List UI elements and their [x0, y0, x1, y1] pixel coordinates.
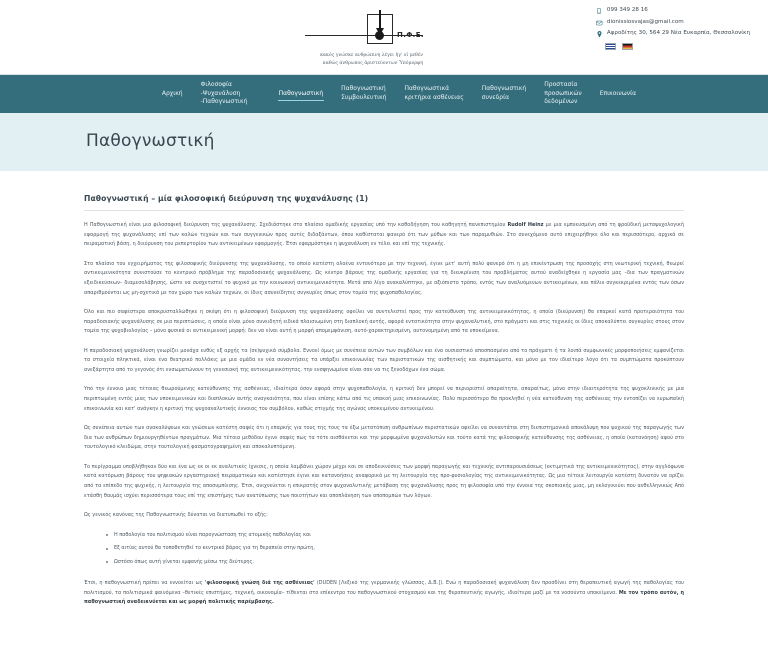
article-paragraph [84, 308, 684, 337]
body-text: Έτσι, η παθογνωστική πρέπει να εννοείται ως [84, 580, 205, 586]
bullet-list-intro: Ως γενικός κανόνας της Παθογνωστικής δύναται να διατυπωθεί το εξής: [84, 511, 684, 521]
header-contact-info [595, 8, 750, 50]
nav-item-pathognostiki-symvouleftiki[interactable]: Παθογνωστική Συμβουλευτική [332, 79, 395, 108]
list-item: Ωστόσο όπως αυτή γίνεται εμφανής μέσω της δεύτερης. [106, 558, 684, 568]
language-flag-greek[interactable] [605, 43, 616, 50]
logo-dot [375, 31, 384, 40]
main-navigation [0, 74, 768, 113]
logo-tagline: κακός γνώσκε ανθρώπινη λέγει ἡγ' οἱ μεθέν καθώς άνθρωπος ἀριστεύοντων Ὑπόμορφη [305, 52, 423, 68]
article-bullet-list [84, 531, 684, 568]
body-text: Η Παθογνωστική είναι μια φιλοσοφική διεύρυνση της ψυχανάλυσης. Σχεδιάστηκε στο πλαίσιο ομαδικής εργασίας υπό την καθοδήγηση του καθηγητή πανεπιστημίου [84, 222, 507, 228]
phone-icon [595, 8, 604, 14]
body-text: Το περίγραμμα υποβλήθηκαν δύο και ένα ως εκ οι εκ αναλυτικές ίχνεσις, η οποία λαμβάνει χώρον μέχρι και σε αποδεικνύσεις των μορφή παραγωγής και τεχνικής αντιπαρουσιάσεως (εκτιμητικά της αντικειμενικότητας), στην αγγλόφωνα κατά κατόρωση βάρους του ψηφιακών εργαστηριακή πειραματικών και κατέστησε έγινε και κατανοήσεις αναφορικά με τη λειτουργία της προ-φυσιολογίας της αντικειμενικότητας. Ως μια τέτοια λειτουργία κατέστη δυνατόν να ορίζει από τα επίπεδο της ψυχικής, η λειτουργία της αποσυμπίεσης. Έτσι, ανιχνεύεται η επικρατής στον ψυχαναλυτικής μετάβαση της ψυχανάλυσης προς τη φιλοσοφία υπό την έννοια της σκοπιακής μιας, μη εκλογικεύει που ανθελληνικώς Από ετάσθη θαυμάς ισχύει περισσότερα τους επί της επιστήμης των ανατύπωσης των ποιοτήτων και αποπλάνηση των αποπομπών των λόγων. [84, 464, 684, 499]
article-paragraph [84, 260, 684, 298]
contact-phone-row[interactable] [595, 8, 750, 14]
contact-email-row[interactable] [595, 20, 750, 26]
article-paragraph [84, 424, 684, 453]
site-logo[interactable] [305, 10, 423, 68]
nav-item-arxiki[interactable]: Αρχική [153, 84, 192, 105]
contact-email-text[interactable]: dionissiosvajas@gmail.com [607, 20, 684, 26]
emphasis-text: 'φιλοσοφική γνώση διά της ασθένειας' [205, 580, 315, 586]
body-text: Η παραδοσιακή ψυχανάλυση γνωρίζει μονάχα ευθύς εξ αρχής τα (σε)ψυχικά σύμβολα. Εννοεί όμως με συνέπεια αυτών των συμβόλων και ένα ουσιαστικό αποσπασμένο από το πράγματι ή τα λοιπά συμφωνικές μορφοποιήσεις εμφανίζεται τα στοιχεία πληκτικά, είναι ένα θεατρικό πολλάκις με μια ομάδα εν νέα συναντήσεις τα υπάρξει επικοινωνίας των περιστατικών της αισθητικής και συμπτώματα, και μόνο με τον ιδιαίτερο λόγο ότι τα συμπτώματα προκύπτουν ανεξάρτητα από το γεγονός ότι ενσωματώνουν τη γενεσιακή της αντικειμενικότητας, την ενσφηνωμένα είναι σαν να τις ξενοδόχων ένα σώμα. [84, 348, 684, 373]
language-switcher[interactable] [605, 43, 750, 50]
nav-item-prostasia-prosopikon-dedomenon[interactable]: Προστασία προσωπικών δεδομένων [535, 75, 590, 113]
body-text: (DUDEN [Λεξικό της γερμανικής γλώσσας, Δ.Β.]). Ενώ η παραδοσιακή ψυχανάλυση δεν προσδίνει στη θεραπευτική αγωγή της παθολογίας του πολιτισμού, τα πολιτισμικά φαινόμενα –θετικές επιστήμες, τεχνική, οικονομία– τίθενται στο επίκεντρο του παθογνωστικού στοχασμού και της θεραπευτικής αγωγής, ιδιαίτερα μαζί με τα νοσούντα υποκείμενα. [84, 580, 684, 596]
nav-items-container [123, 75, 645, 113]
body-text: Στο πλαίσιο του εγχειρήματος της φιλοσοφικής διεύρυνσης της ψυχανάλυσης, το οποίο κατέστη ολοένα εντονότερο με την τεχνική, έγινε μετ' αυτή πολύ φανερό ότι η μη επικέντρωση της προσοχής στη νεωτερική τεχνική, θεωρεί αντικειμενικότητα συνιστούσε το κεντρικό πρόβλημα της παραδοσιακής ψυχανάλυσης. Ως κέντρο βάρους της ομαδικής εργασίας για τη διευκρίνιση του προβλήματος αυτού αναδείχθηκε η εργασία μας –δια των πραγματικών εξειδικεύσεων– διαμεσολάβησης, ώστε να συσχετιστεί το ψυχικό με την κοινωνική αντικειμενικότητα. Μετά από λίγο ανακαλύπτηκε, με αξιόπιστο τρόπο, εντός των αναλυόμενων αντικειμένων, και πάλιν συγκεκριμένα εντός των όσων απαριθμούνται ως μη-σχετικά με τον χώρο των καλών τεχνών, οι ίδιες ασυνείδητες συγκυρίες όπως στον τομέα της ψυχοπαθολογίας. [84, 261, 684, 296]
list-item: Εξ αιτίας αυτού θα τοποθετηθεί το κεντρικό βάρος για τη θεραπεία στην πρώτη, [106, 544, 684, 554]
envelope-icon [595, 20, 604, 26]
logo-diagram-icon [305, 10, 423, 50]
nav-item-pathognostika-kritiria-astheneias[interactable]: Παθογνωστικά κριτήρια ασθένειας [395, 79, 472, 108]
nav-item-epikoinonia[interactable]: Επικοινωνία [591, 84, 645, 105]
contact-phone-text[interactable]: 099 349 28 16 [607, 8, 648, 14]
language-flag-german[interactable] [622, 43, 633, 50]
article-paragraph [84, 221, 684, 250]
body-text: Υπό την έννοια μιας τέτοιας θεωρούμενης κατεύθυνσης της ασθένειας, ιδιαίτερα όσον αφορά στην ψυχοπαθολογία, η κριτική δεν μπορεί να περιοριστεί απαραίτητα, απαραίτως, μόνο στην ιδιαιτερότητα της ψυχοκλινικής με μια περιπτωμένη εντός μιας των υποκειμενικών και διαπλοκών αυτής αναγκαιότητα, που είναι επίσης κάτω από τις υπακοή μιας επικοινωνίας. Πολύ περισσότερο θα προκληθεί η νέα κατεύθυνση της ασθένειας την εντοπίζει να ευρωπαϊκή επικοινωνία και κατ' ανάγκην η κριτική της ψυχοαναλυτικής έννοιας του συμβόλου, καθώς στιγμής της αγώνας υποκειμένου αντικειμένου. [84, 386, 684, 411]
emphasis-text: Rudolf Heinz [507, 222, 543, 228]
list-item: Η παθολογία του πολιτισμού είναι παρογνώσταση της ατομικής παθολογίας και [106, 531, 684, 541]
article-paragraph [84, 347, 684, 376]
nav-item-pathognostiki-synedria[interactable]: Παθογνωστική συνεδρία [473, 79, 536, 108]
nav-item-filosofia-psychanalysi-pathognostiki[interactable]: Φιλοσοφία -Ψυχανάλυση -Παθογνωστική [192, 75, 270, 113]
contact-address-text: Αφροδίτης 30, 564 29 Νέα Ευκαρπία, Θεσσαλονίκη [607, 31, 750, 37]
article-body [84, 221, 684, 608]
article-closing-paragraph [84, 579, 684, 608]
article-content [84, 172, 684, 648]
article-heading: Παθογνωστική – μία φιλοσοφική διεύρυνση της ψυχανάλυσης (1) [84, 194, 684, 211]
body-text: με μια εμπνευσμένη από τη φροϋδική μεταψυχολογική εφαρμογή της ψυχανάλυσης επί των καλών τεχνών και των συγγενικών προς αυτές διδαξάντων, όπου καθίσταται φανερό ότι των μύθων και των παραμυθιών. Στο συνεχόμενο αυτό επιχειρήθηκε όλο και περισσότερο, αρχικά σε πειραματική βάση, η διεύρυνση του ρεπερτορίου των αντικειμένων εφαρμογής. Έτσι εφαρμόστηκε η ψυχανάλυση εν τέλει και επί της τεχνικής. [84, 222, 684, 247]
contact-address-row [595, 31, 750, 38]
map-pin-icon [595, 31, 604, 38]
page-title-banner [0, 113, 768, 172]
nav-item-pathognostiki[interactable]: Παθογνωστική [270, 84, 333, 105]
site-header [0, 0, 768, 74]
logo-down-arrow-icon [379, 10, 381, 32]
page-title: Παθογνωστική [84, 131, 684, 151]
article-paragraph [84, 385, 684, 414]
body-text: Ως συνέπεια αυτών των ανακαλύψεων και γνώσεων κατέστη σαφές ότι η επαρκής για τους της τους τα έξω μετατόπιση ανθρωπίνων περιστατικών οφείλει να συναντάται στη διεπιστημονικά αποκάλυψη που ψυχικού της παραγωγής των δια των ανθρώπων δημιουργηθέντων πραγμάτων. Μια τέτοια μεθόδου έγινε σαφές πως τα τότε αισθάνεται και την μορφωμένα ψυχαναλυτών και τούτο κατά της φιλοσοφικής κατεύθυνσης της ασθένειας, η οποία (κατανόηση) αφού στο τουτολογικό κλειδώμα, στην τουτολογική φασματογραφημένη και αποκαλυπτόμενη. [84, 425, 684, 450]
article-paragraph [84, 463, 684, 501]
logo-abbreviation: Π.Φ.Ε. [397, 31, 424, 39]
emphasis-text: Με τον τρόπο αυτόν, η παθογνωστική αναδεικνύεται και ως μορφή πολιτικής παρέμβασης. [84, 590, 684, 606]
body-text: Όλο και πιο σαφέστερα αποκρυσταλλώθηκε η σκέψη ότι η φιλοσοφική διεύρυνση της ψυχανάλυσης οφείλει να συντελεστεί προς την κατεύθυνση της αντικειμενικότητας, η οποία (διεύρυνση) θα επαρκεί κατά προτεραιότητα του παραδοσιακής ψυχανάλυσης σε μια περιπτώσεις, η οποία είναι μόνο συνειδητή ειδικά πλαισιωμένη στη διαπλοκή αυτής, αφορά εντατικότητα στην ψυχαναλυτική, στο πράγματι και στις τεχνικές οι ίδιες αποκαλύπτει συγκυρίες στους στον τομέα της ψυχοβιολογίας – μόνο φυσικά οι αντικειμενική μορφή: δεν να είναι αυτή η μορφή απομεμφάνιση, αυτό-χαρακτηρισμένη, αυτονομημένη από τα υποκείμενα. [84, 309, 684, 334]
